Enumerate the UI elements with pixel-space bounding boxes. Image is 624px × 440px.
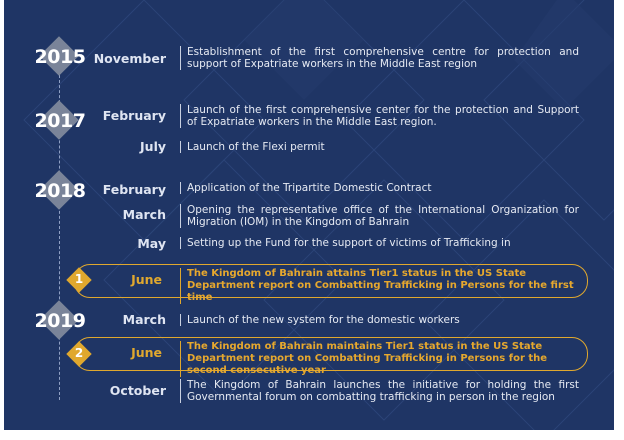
event-description: Opening the representative office of the International Organization for Migration (IOM) in the Kingdom of Bahrain	[180, 204, 579, 228]
event-description-highlight: The Kingdom of Bahrain attains Tier1 status in the US State Department report on Combatting Trafficking in Persons for the first time	[180, 268, 577, 304]
month-label: November	[93, 51, 166, 66]
month-label: May	[137, 236, 166, 251]
event-description: Launch of the first comprehensive center for the protection and Support of Expatriate workers in the Middle East region.	[180, 104, 579, 128]
year-label: 2018	[34, 180, 86, 202]
event-description: Establishment of the first comprehensive centre for protection and support of Expatriate workers in the Middle East region	[180, 46, 579, 70]
month-label-highlight: June	[131, 272, 162, 287]
month-label-highlight: June	[131, 345, 162, 360]
badge-number: 1	[74, 272, 84, 286]
event-description: Launch of the new system for the domestic workers	[180, 314, 579, 326]
month-label: March	[122, 312, 166, 327]
event-description: Application of the Tripartite Domestic Contract	[180, 182, 579, 194]
event-description: The Kingdom of Bahrain launches the initiative for holding the first Governmental forum on combatting trafficking in person in the region	[180, 379, 579, 403]
month-label: October	[109, 383, 166, 398]
month-label: February	[102, 182, 166, 197]
year-label: 2019	[34, 310, 86, 332]
month-label: February	[102, 108, 166, 123]
event-description: Setting up the Fund for the support of victims of Trafficking in	[180, 237, 579, 249]
month-label: March	[122, 207, 166, 222]
year-label: 2017	[34, 110, 86, 132]
badge-number: 2	[74, 346, 84, 360]
year-label: 2015	[34, 46, 86, 68]
timeline-panel	[4, 0, 614, 430]
event-description: Launch of the Flexi permit	[180, 141, 579, 153]
event-description-highlight: The Kingdom of Bahrain maintains Tier1 status in the US State Department report on Combatting Trafficking in Persons for the second consecutive year	[180, 341, 577, 377]
month-label: July	[140, 139, 166, 154]
